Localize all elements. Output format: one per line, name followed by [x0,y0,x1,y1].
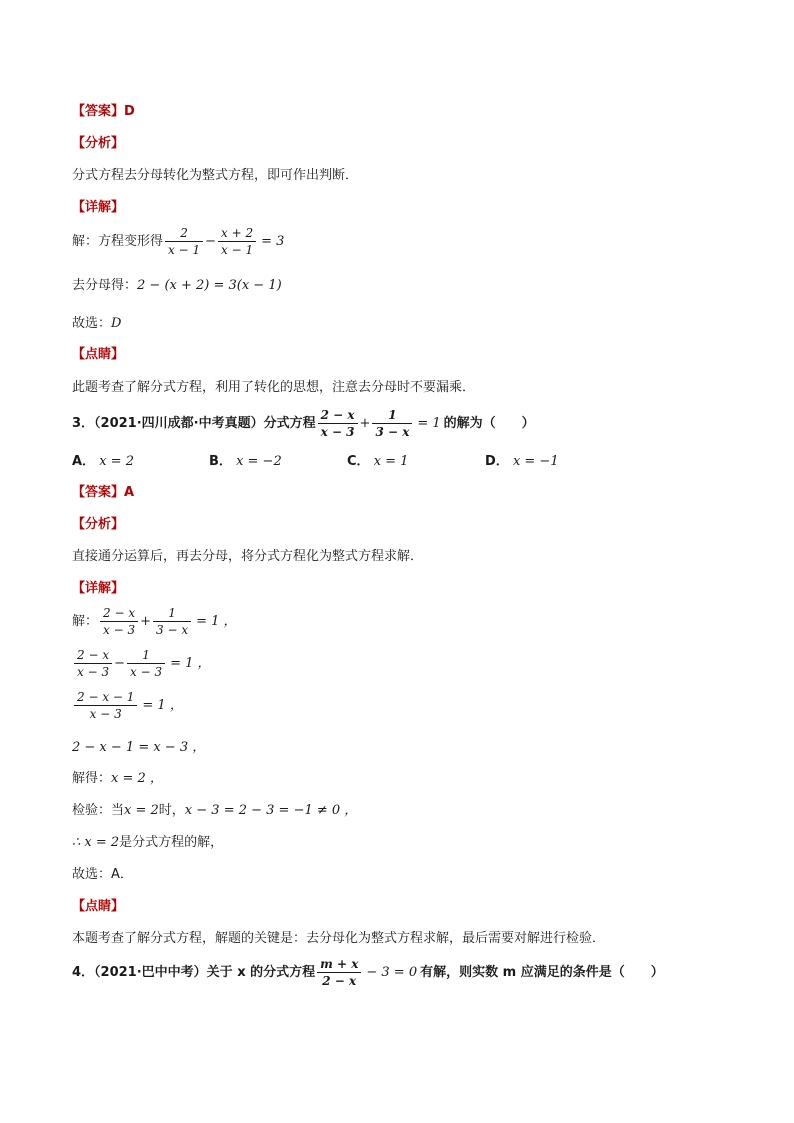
choice-line: 故选：A． [72,867,133,882]
option-c: C． x = 1 [347,454,409,469]
solution-line-3: $\frac{2 - x - 1}{x - 3}$ = 1 ， [72,690,183,721]
analysis-label: 【分析】 [72,136,125,151]
solution-line-4: 2 − x − 1 = x − 3 ， [72,740,206,755]
fraction: $\frac{m + x}{2 - x}$ [317,957,361,988]
solution-step-1: 解：方程变形得 $\frac{2}{x - 1}$ − $\frac{x + 2}{x - 1}$ = 3 [72,226,285,257]
comment-label: 【点睛】 [72,347,125,362]
fraction: $\frac{1}{3 - x}$ [153,606,191,637]
solution-line-2: $\frac{2 - x}{x - 3}$ − $\frac{1}{x - 3}$ = 1 ， [72,648,211,679]
analysis-text: 直接通分运算后，再去分母，将分式方程化为整式方程求解． [72,549,424,564]
solution-line-7: ∴ x = 2是分式方程的解， [72,835,224,850]
choice-line: 故选：D [72,316,122,331]
fraction: $\frac{1}{x - 3}$ [127,648,165,679]
option-d: D． x = −1 [485,454,559,469]
fraction: $\frac{2 - x - 1}{x - 3}$ [74,690,137,721]
answer-label: 【答案】 [72,104,125,119]
solution-line-5: 解得：x = 2 ， [72,771,163,786]
fraction: $\frac{1}{3 - x}$ [372,408,412,439]
detail-label: 【详解】 [72,581,125,596]
comment-label: 【点睛】 [72,899,125,914]
fraction: $\frac{2 - x}{x - 3}$ [100,606,138,637]
solution-step-2: 去分母得：2 − (x + 2) = 3(x − 1) [72,278,282,293]
fraction: $\frac{x + 2}{x - 1}$ [218,226,256,257]
detail-label: 【详解】 [72,200,125,215]
comment-text: 本题考查了解分式方程，解题的关键是：去分母化为整式方程求解，最后需要对解进行检验． [72,931,606,946]
option-a: A． x = 2 [72,454,134,469]
answer-value: D [124,104,135,119]
option-b: B． x = −2 [209,454,282,469]
solution-line-1: 解： $\frac{2 - x}{x - 3}$ + $\frac{1}{3 - x}$ = 1 ， [72,606,237,637]
comment-text: 此题考查了解分式方程，利用了转化的思想，注意去分母时不要漏乘． [72,380,476,395]
question-3-stem: 3．（2021·四川成都·中考真题）分式方程 $\frac{2 - x}{x - 3}$ + $\frac{1}{3 - x}$ = 1 的解为（ ） [72,408,535,439]
fraction: $\frac{2 - x}{x - 3}$ [318,408,358,439]
fraction: $\frac{2}{x - 1}$ [165,226,203,257]
analysis-text: 分式方程去分母转化为整式方程，即可作出判断． [72,168,359,183]
answer-row-q3: 【答案】A [72,485,135,500]
analysis-label: 【分析】 [72,517,125,532]
solution-line-6: 检验：当x = 2时，x − 3 = 2 − 3 = −1 ≠ 0 ， [72,803,358,818]
fraction: $\frac{2 - x}{x - 3}$ [74,648,112,679]
answer-row-q2 [72,103,135,121]
question-4-stem: 4．（2021·巴中中考）关于 x 的分式方程 $\frac{m + x}{2 - x}$ − 3 = 0 有解，则实数 m 应满足的条件是（ ） [72,957,664,988]
